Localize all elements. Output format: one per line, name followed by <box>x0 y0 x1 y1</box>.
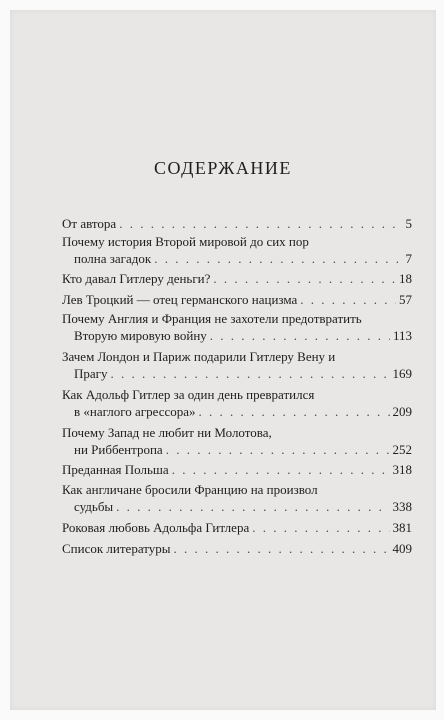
dot-leader <box>116 498 389 515</box>
toc-entry-line <box>62 461 412 478</box>
toc-page-number: 169 <box>392 366 412 381</box>
toc-entry-title: Почему Запад не любит ни Молотова, <box>62 425 272 440</box>
toc-entry <box>62 270 412 287</box>
toc-entry <box>62 310 412 344</box>
toc-entry-line <box>62 441 412 458</box>
toc-entry-title-continued: полна загадок <box>74 251 152 266</box>
toc-entry-title: Роковая любовь Адольфа Гитлера <box>62 520 250 535</box>
toc-entry <box>62 540 412 557</box>
toc-page-number: 5 <box>405 216 412 231</box>
toc-entry-title: Почему история Второй мировой до сих пор <box>62 234 309 249</box>
dot-leader <box>199 403 390 420</box>
toc-entry-line <box>62 250 412 267</box>
toc-page-number: 381 <box>392 520 412 535</box>
toc-entry-title: Кто давал Гитлеру деньги? <box>62 271 211 286</box>
toc-entry-title: Преданная Польша <box>62 462 169 477</box>
toc-page-number: 113 <box>392 328 412 343</box>
toc-page-number: 409 <box>392 541 412 556</box>
toc-entry-title: Лев Троцкий — отец германского нацизма <box>62 292 298 307</box>
page-title: СОДЕРЖАНИЕ <box>154 158 292 178</box>
toc-entry-line <box>62 498 412 515</box>
toc-entry <box>62 386 412 420</box>
toc-entry-title: Почему Англия и Франция не захотели предотвратить <box>62 311 362 326</box>
toc-entry-line <box>62 540 412 557</box>
dot-leader <box>213 270 396 287</box>
book-page <box>10 10 436 710</box>
toc-entry-title: Как англичане бросили Францию на произвол <box>62 482 318 497</box>
dot-leader <box>119 215 402 232</box>
toc-entry <box>62 215 412 232</box>
toc-entry-title-continued: судьбы <box>74 499 114 514</box>
dot-leader <box>252 519 389 536</box>
toc-entry-line <box>62 291 412 308</box>
toc-entry <box>62 233 412 267</box>
toc-page-number: 318 <box>392 462 412 477</box>
dot-leader <box>172 461 390 478</box>
toc-entry-line <box>62 519 412 536</box>
dot-leader <box>166 441 390 458</box>
toc-entry <box>62 348 412 382</box>
toc-entry-title-continued: в «наглого агрессора» <box>74 404 196 419</box>
toc-entry-title: От автора <box>62 216 117 231</box>
dot-leader <box>174 540 390 557</box>
toc-entry-line <box>62 327 412 344</box>
toc-entry-title: Список литературы <box>62 541 171 556</box>
toc-page-number: 7 <box>405 251 412 266</box>
toc-entry-line <box>62 270 412 287</box>
dot-leader <box>210 327 390 344</box>
toc-entry <box>62 461 412 478</box>
toc-entry-title: Как Адольф Гитлер за один день превратился <box>62 387 315 402</box>
toc-entry-title-continued: ни Риббентропа <box>74 442 163 457</box>
toc-page-number: 252 <box>392 442 412 457</box>
toc-page-number: 57 <box>399 292 412 307</box>
toc-entry-title-continued: Прагу <box>74 366 108 381</box>
toc-entry <box>62 424 412 458</box>
toc-entry-line <box>62 215 412 232</box>
toc-page-number: 209 <box>392 404 412 419</box>
toc-entry-line <box>62 403 412 420</box>
toc-entry <box>62 481 412 515</box>
toc-entry-title: Зачем Лондон и Париж подарили Гитлеру Вену и <box>62 349 336 364</box>
toc-entry <box>62 291 412 308</box>
toc-entry-title-continued: Вторую мировую войну <box>74 328 207 343</box>
dot-leader <box>300 291 396 308</box>
toc-page-number: 338 <box>392 499 412 514</box>
dot-leader <box>111 365 390 382</box>
dot-leader <box>154 250 402 267</box>
toc-entry <box>62 519 412 536</box>
toc-page-number: 18 <box>399 271 412 286</box>
toc-entry-line <box>62 365 412 382</box>
